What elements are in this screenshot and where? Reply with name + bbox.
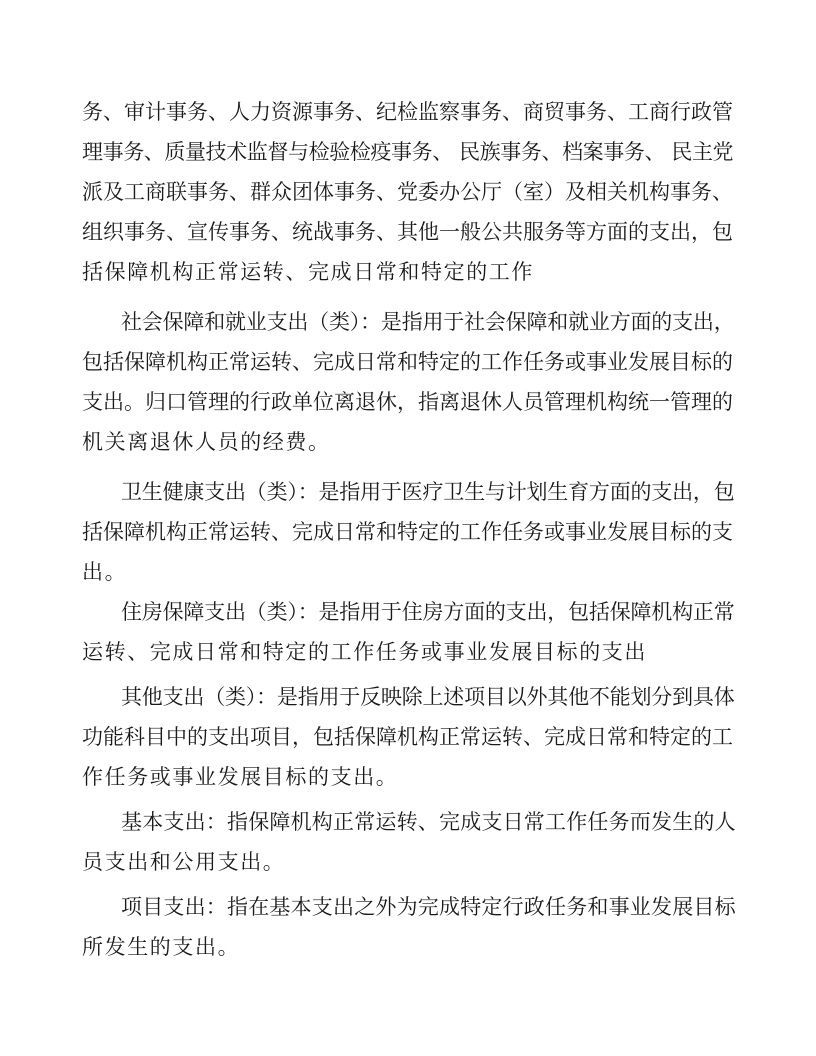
paragraph-line: 出。 (82, 560, 128, 584)
paragraph-line: 作任务或事业发展目标的支出。 (82, 765, 399, 789)
paragraph-line: 包括保障机构正常运转、完成日常和特定的工作任务或事业发展目标的 (82, 350, 733, 374)
paragraph-line: 派及工商联事务、群众团体事务、党委办公厅（室）及相关机构事务、 (82, 180, 733, 204)
paragraph-line: 括保障机构正常运转、完成日常和特定的工作 (82, 260, 534, 284)
paragraph-line: 卫生健康支出（类）：是指用于医疗卫生与计划生育方面的支出，包 (121, 480, 735, 504)
paragraph-line: 基本支出：指保障机构正常运转、完成支日常工作任务而发生的人 (121, 810, 736, 834)
paragraph-line: 理事务、质量技术监督与检验检疫事务、 民族事务、档案事务、 民主党 (82, 140, 734, 164)
paragraph-line: 其他支出（类）：是指用于反映除上述项目以外其他不能划分到具体 (121, 685, 735, 709)
paragraph-line: 所发生的支出。 (82, 935, 241, 959)
paragraph-line: 支出。归口管理的行政单位离退休，指离退休人员管理机构统一管理的 (82, 390, 733, 414)
paragraph-line: 组织事务、宣传事务、统战事务、其他一般公共服务等方面的支出，包 (82, 220, 733, 244)
paragraph-line: 务、审计事务、人力资源事务、纪检监察事务、商贸事务、工商行政管 (82, 100, 733, 124)
paragraph-line: 住房保障支出（类）：是指用于住房方面的支出，包括保障机构正常 (121, 600, 735, 624)
paragraph-line: 运转、完成日常和特定的工作任务或事业发展目标的支出 (82, 640, 647, 664)
paragraph-line: 括保障机构正常运转、完成日常和特定的工作任务或事业发展目标的支 (82, 520, 733, 544)
paragraph-line: 社会保障和就业支出（类）：是指用于社会保障和就业方面的支出， (121, 310, 735, 334)
paragraph-line: 项目支出：指在基本支出之外为完成特定行政任务和事业发展目标 (121, 895, 736, 919)
paragraph-line: 功能科目中的支出项目，包括保障机构正常运转、完成日常和特定的工 (82, 725, 733, 749)
paragraph-line: 员支出和公用支出。 (82, 850, 286, 874)
paragraph-line: 机关离退休人员的经费。 (82, 430, 331, 454)
